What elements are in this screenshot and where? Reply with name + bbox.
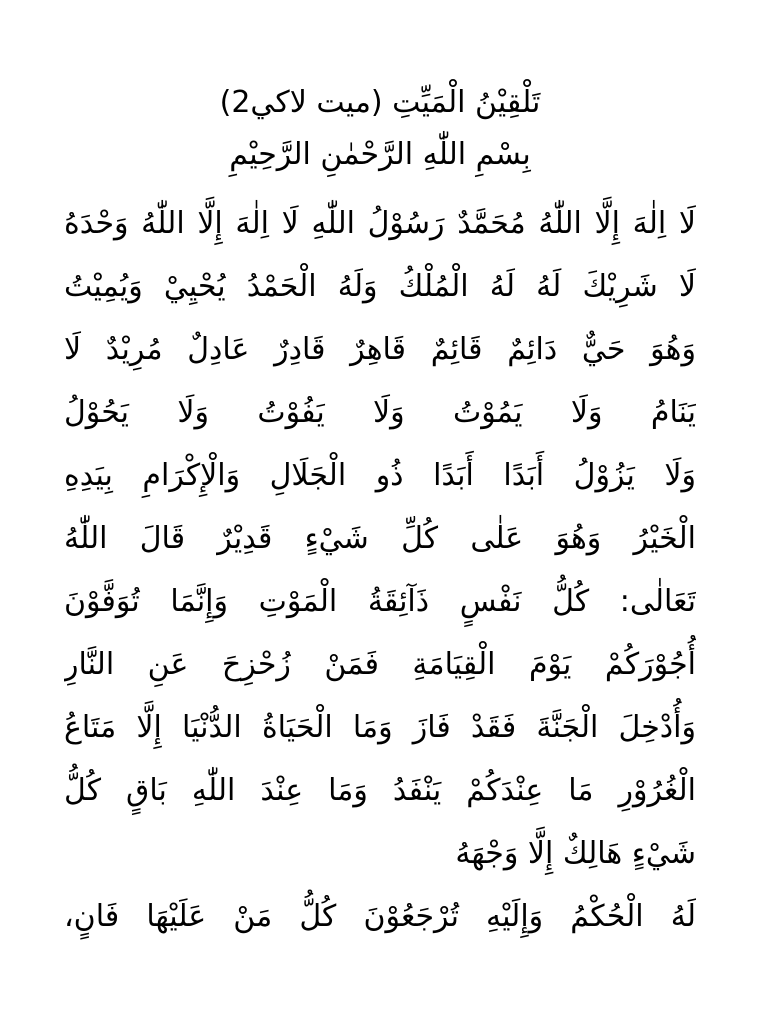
text-line: وَلَا يَزُوْلُ أَبَدًا أَبَدًا ذُو الْجَلَالِ وَالْإِكْرَامِ بِيَدِهِ [64, 458, 696, 493]
text-line: الْغُرُوْرِ مَا عِنْدَكُمْ يَنْفَدُ وَمَا عِنْدَ اللّٰهِ بَاقٍ كُلُّ [64, 773, 696, 808]
text-line: لَا اِلٰهَ إِلَّا اللّٰهُ مُحَمَّدٌ رَسُوْلُ اللّٰهِ لَا اِلٰهَ إِلَّا اللّٰهُ وَحْدَهُ [64, 206, 696, 241]
text-body [64, 192, 696, 948]
text-line: لَهُ الْحُكْمُ وَإِلَيْهِ تُرْجَعُوْنَ كُلُّ مَنْ عَلَيْهَا فَانٍ، [64, 899, 696, 934]
text-line: شَيْءٍ هَالِكٌ إِلَّا وَجْهَهُ [455, 836, 696, 871]
text-line: لَا شَرِيْكَ لَهُ لَهُ الْمُلْكُ وَلَهُ الْحَمْدُ يُحْيِيْ وَيُمِيْتُ [64, 269, 696, 304]
text-line: وَهُوَ حَيٌّ دَائِمٌ قَائِمٌ قَاهِرٌ قَادِرٌ عَادِلٌ مُرِيْدٌ لَا [64, 332, 696, 367]
text-line: وَأُدْخِلَ الْجَنَّةَ فَقَدْ فَازَ وَمَا الْحَيَاةُ الدُّنْيَا إِلَّا مَتَاعُ [64, 710, 696, 745]
basmala-heading: بِسْمِ اللّٰهِ الرَّحْمٰنِ الرَّحِيْمِ [229, 137, 531, 172]
text-line: تَعَالٰى: كُلُّ نَفْسٍ ذَآئِقَةُ الْمَوْتِ وَإِنَّمَا تُوَفَّوْنَ [64, 584, 696, 619]
text-line: يَنَامُ وَلَا يَمُوْتُ وَلَا يَفُوْتُ وَلَا يَحُوْلُ [64, 395, 696, 430]
document-title: تَلْقِيْنُ الْمَيِّتِ (ميت لاكي2) [219, 85, 541, 120]
text-line: أُجُوْرَكُمْ يَوْمَ الْقِيَامَةِ فَمَنْ زُحْزِحَ عَنِ النَّارِ [64, 647, 696, 682]
text-line: الْخَيْرُ وَهُوَ عَلٰى كُلِّ شَيْءٍ قَدِيْرٌ قَالَ اللّٰهُ [64, 521, 696, 556]
